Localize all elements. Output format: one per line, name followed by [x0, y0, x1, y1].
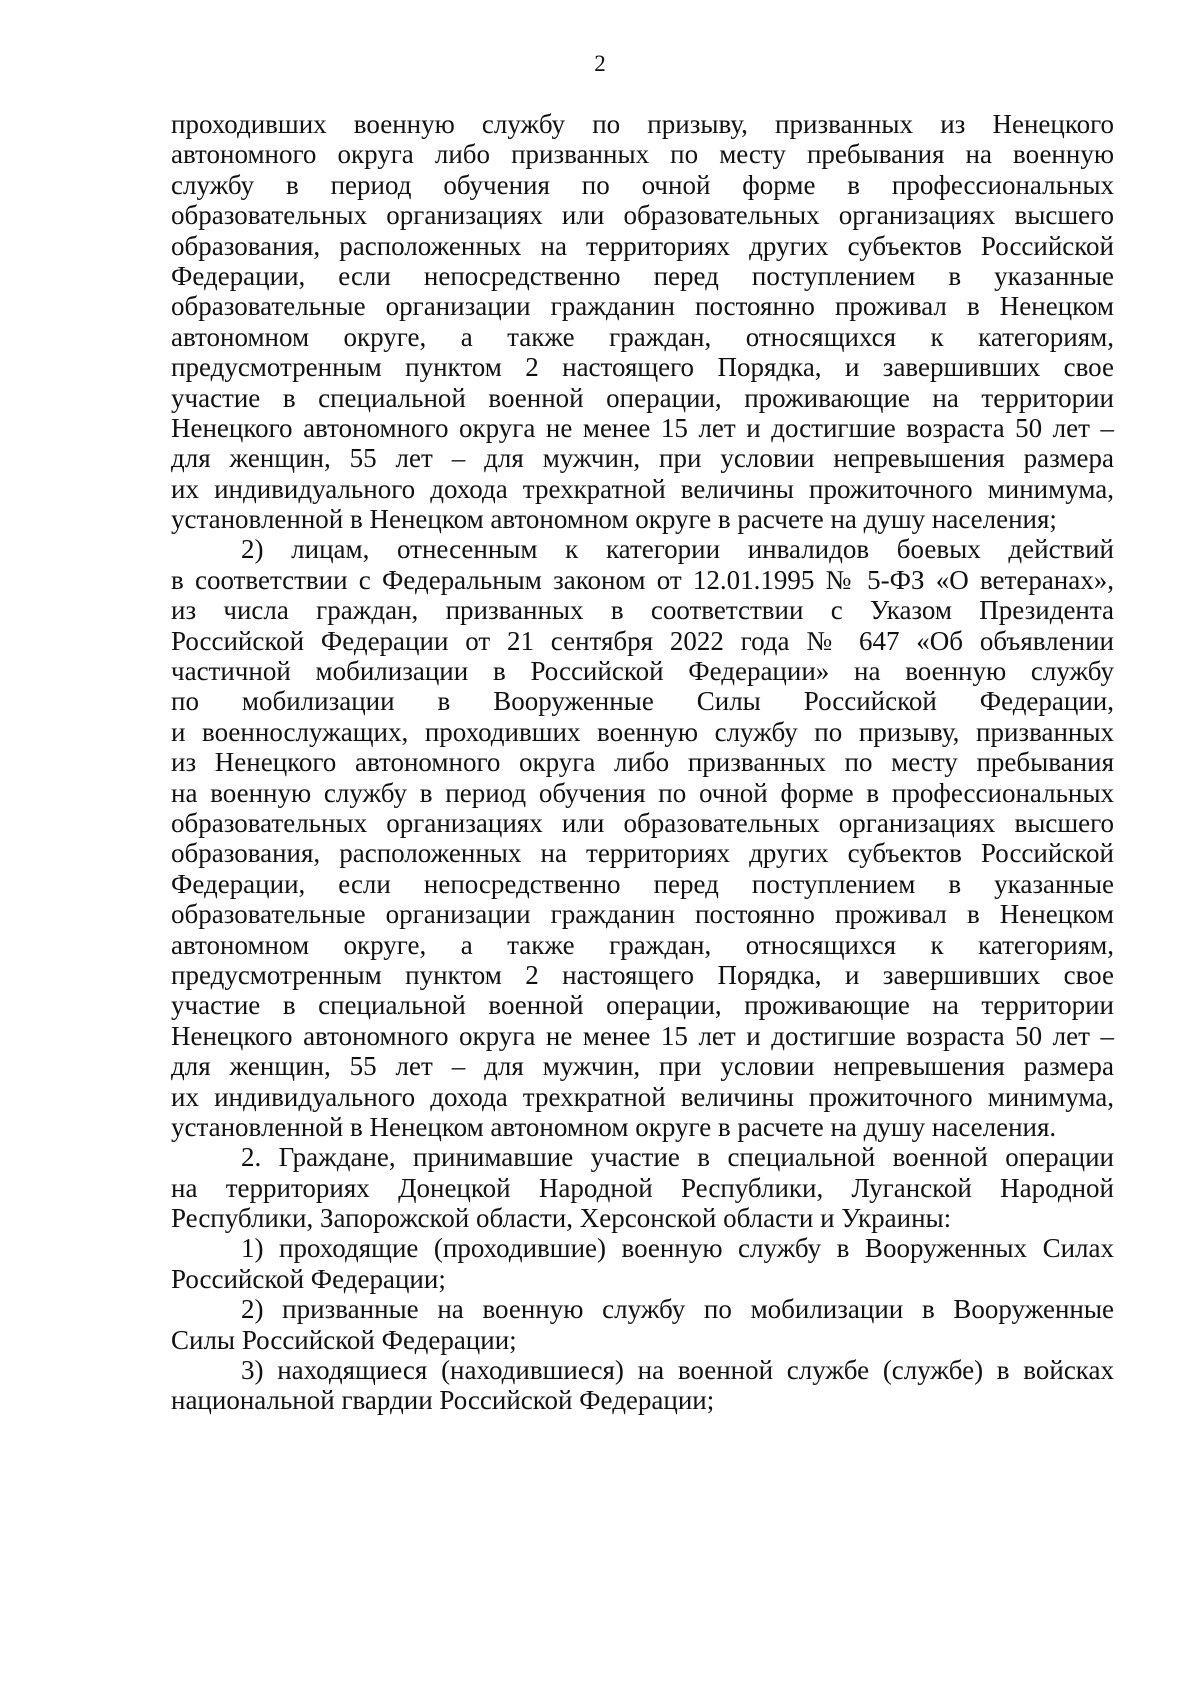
- text-line: установленной в Ненецком автономном округе в расчете на душу населения;: [171, 504, 1057, 535]
- text-line: автономного округа либо призванных по месту пребывания на военную: [171, 139, 1114, 170]
- text-line: для женщин, 55 лет – для мужчин, при условии непревышения размера: [171, 443, 1114, 474]
- text-line: по мобилизации в Вооруженные Силы Российской Федерации,: [171, 686, 1114, 717]
- text-line: на территориях Донецкой Народной Республики, Луганской Народной: [171, 1172, 1114, 1203]
- text-line: и военнослужащих, проходивших военную службу по призыву, призванных: [171, 716, 1114, 747]
- text-line: участие в специальной военной операции, проживающие на территории: [171, 990, 1114, 1021]
- document-body: [171, 109, 1114, 1416]
- text-line: образовательные организации гражданин постоянно проживал в Ненецком: [171, 899, 1114, 930]
- paragraph: [171, 1233, 1114, 1294]
- text-line: Федерации, если непосредственно перед поступлением в указанные: [171, 260, 1114, 291]
- page-number: 2: [594, 51, 606, 76]
- text-line: на военную службу в период обучения по очной форме в профессиональных: [171, 777, 1114, 808]
- text-line: образовательных организациях или образовательных организациях высшего: [171, 807, 1114, 838]
- text-line: Ненецкого автономного округа не менее 15 лет и достигшие возраста 50 лет –: [171, 1020, 1114, 1051]
- text-line: проходивших военную службу по призыву, призванных из Ненецкого: [171, 109, 1114, 139]
- paragraph: [171, 1142, 1114, 1233]
- text-line: образовательных организациях или образовательных организациях высшего: [171, 200, 1114, 231]
- text-line: Силы Российской Федерации;: [171, 1324, 517, 1355]
- text-line: 1) проходящие (проходившие) военную службу в Вооруженных Силах: [241, 1233, 1114, 1264]
- text-line: образования, расположенных на территориях других субъектов Российской: [171, 838, 1114, 869]
- text-line: Российской Федерации;: [171, 1263, 446, 1294]
- text-line: образования, расположенных на территориях других субъектов Российской: [171, 230, 1114, 261]
- text-line: из числа граждан, призванных в соответствии с Указом Президента: [171, 595, 1114, 626]
- text-line: Республики, Запорожской области, Херсонской области и Украины:: [171, 1203, 952, 1234]
- text-line: образовательные организации гражданин постоянно проживал в Ненецком: [171, 291, 1114, 322]
- text-line: установленной в Ненецком автономном округе в расчете на душу населения.: [171, 1111, 1057, 1142]
- text-line: Ненецкого автономного округа не менее 15 лет и достигшие возраста 50 лет –: [171, 412, 1114, 443]
- text-line: 2. Граждане, принимавшие участие в специальной военной операции: [241, 1142, 1114, 1173]
- text-line: Федерации, если непосредственно перед поступлением в указанные: [171, 868, 1114, 899]
- text-line: предусмотренным пунктом 2 настоящего Порядка, и завершивших свое: [171, 959, 1114, 990]
- paragraph: [171, 1355, 1114, 1416]
- text-line: автономном округе, а также граждан, относящихся к категориям,: [171, 321, 1114, 352]
- text-line: автономном округе, а также граждан, относящихся к категориям,: [171, 929, 1114, 960]
- text-line: 3) находящиеся (находившиеся) на военной службе (службе) в войсках: [241, 1355, 1114, 1386]
- text-line: для женщин, 55 лет – для мужчин, при условии непревышения размера: [171, 1051, 1114, 1082]
- text-line: национальной гвардии Российской Федерации;: [171, 1385, 715, 1416]
- text-line: в соответствии с Федеральным законом от 12.01.1995 № 5-ФЗ «О ветеранах»,: [171, 564, 1114, 595]
- text-line: их индивидуального дохода трехкратной величины прожиточного минимума,: [171, 1081, 1114, 1112]
- text-line: службу в период обучения по очной форме в профессиональных: [171, 169, 1114, 200]
- paragraph: [171, 109, 1114, 534]
- text-line: их индивидуального дохода трехкратной величины прожиточного минимума,: [171, 473, 1114, 504]
- text-line: 2) призванные на военную службу по мобилизации в Вооруженные: [241, 1294, 1114, 1325]
- paragraph: [171, 1294, 1114, 1355]
- text-line: участие в специальной военной операции, проживающие на территории: [171, 382, 1114, 413]
- text-line: из Ненецкого автономного округа либо призванных по месту пребывания: [171, 747, 1114, 778]
- text-line: частичной мобилизации в Российской Федерации» на военную службу: [171, 656, 1114, 687]
- paragraph: [171, 534, 1114, 1142]
- text-line: предусмотренным пунктом 2 настоящего Порядка, и завершивших свое: [171, 352, 1114, 383]
- text-line: 2) лицам, отнесенным к категории инвалидов боевых действий: [241, 534, 1114, 565]
- text-line: Российской Федерации от 21 сентября 2022 года № 647 «Об объявлении: [171, 625, 1114, 656]
